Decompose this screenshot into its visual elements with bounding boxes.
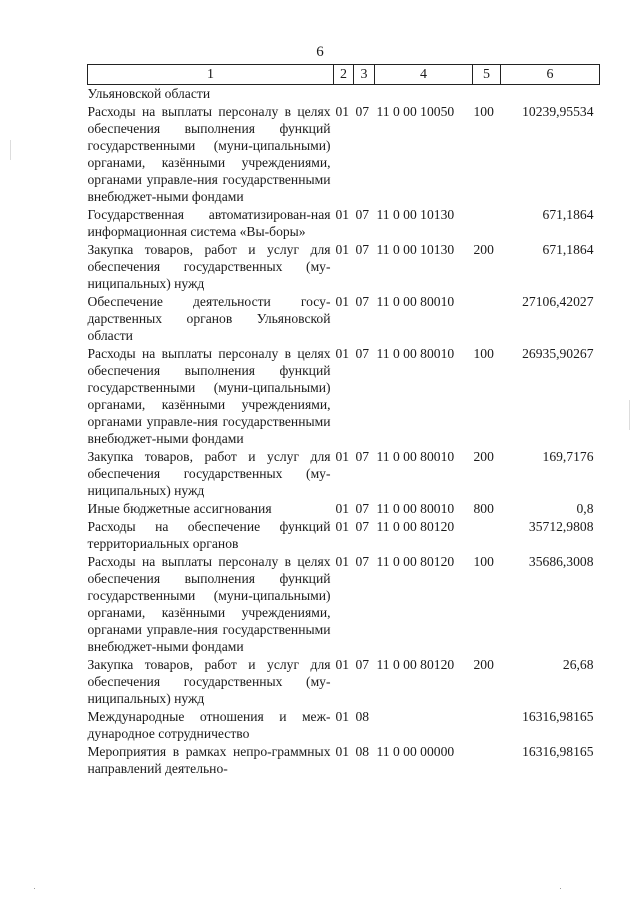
row-c6-cell: 26,68 (562, 657, 594, 672)
row-name-cell: Расходы на выплаты персоналу в целях обеспечения выполнения функций государственными (муни-ципальными) органами, казёнными учреждениями, органами управле-ния государственными внебюджет-ными фондами (87, 346, 331, 446)
row-c3-cell: 07 (355, 104, 370, 119)
row-c5-cell (473, 206, 501, 241)
row-c3-cell: 08 (355, 744, 370, 759)
table-row (88, 656, 600, 708)
row-c5-cell: 200 (473, 242, 494, 257)
row-c2-cell: 01 (335, 104, 350, 119)
row-c3-cell: 07 (355, 519, 370, 534)
row-c2-cell: 01 (335, 519, 350, 534)
scan-edge-mark (10, 140, 11, 160)
row-c2-cell: 01 (335, 207, 350, 222)
row-c4-cell: 11 0 00 10050 (376, 104, 455, 119)
row-c5-cell: 200 (473, 449, 494, 464)
row-c6-cell: 671,1864 (542, 207, 594, 222)
row-name-cell: Иные бюджетные ассигнования (87, 501, 272, 516)
row-c2-cell: 01 (335, 554, 350, 569)
header-col-3: 3 (354, 65, 375, 85)
table-body (88, 85, 600, 779)
table-row (88, 206, 600, 241)
row-c2-cell (334, 85, 354, 104)
scan-edge-mark (629, 400, 630, 430)
row-name-cell: Расходы на выплаты персоналу в целях обеспечения выполнения функций государственными (муни-ципальными) органами, казёнными учреждениями, органами управле-ния государственными внебюджет-ными фондами (87, 104, 331, 204)
row-name-cell: Обеспечение деятельности госу-дарственных органов Ульяновской области (87, 294, 331, 343)
row-c6-cell: 671,1864 (542, 242, 594, 257)
row-c5-cell (473, 743, 501, 778)
row-c6-cell: 27106,42027 (522, 294, 594, 309)
table-row (88, 85, 600, 104)
row-c3-cell: 07 (355, 501, 370, 516)
row-c3-cell: 07 (355, 294, 370, 309)
row-c3-cell (354, 85, 375, 104)
row-c2-cell: 01 (335, 449, 350, 464)
row-c6-cell: 35686,3008 (528, 554, 594, 569)
row-c4-cell: 11 0 00 10130 (376, 242, 455, 257)
row-c3-cell: 08 (355, 709, 370, 724)
row-c5-cell: 100 (473, 554, 494, 569)
row-c3-cell: 07 (355, 242, 370, 257)
row-c4-cell: 11 0 00 80120 (376, 519, 455, 534)
row-name-cell: Расходы на обеспечение функций территориальных органов (87, 519, 331, 551)
row-name-cell: Международные отношения и меж-дународное сотрудничество (87, 709, 331, 741)
row-name-cell: Закупка товаров, работ и услуг для обеспечения государственных (му-ниципальных) нужд (87, 242, 331, 291)
table-header-row (88, 65, 600, 85)
table-row (88, 553, 600, 656)
row-c2-cell: 01 (335, 744, 350, 759)
budget-table (87, 64, 600, 778)
row-c2-cell: 01 (335, 242, 350, 257)
header-col-6: 6 (501, 65, 600, 85)
row-c4-cell (375, 85, 473, 104)
scan-speck (560, 888, 561, 889)
row-c6-cell: 169,7176 (542, 449, 594, 464)
header-col-5: 5 (473, 65, 501, 85)
row-c2-cell: 01 (335, 657, 350, 672)
row-c4-cell: 11 0 00 10130 (376, 207, 455, 222)
table-row (88, 708, 600, 743)
row-c3-cell: 07 (355, 657, 370, 672)
row-c6-cell: 10239,95534 (522, 104, 594, 119)
row-c4-cell: 11 0 00 80010 (376, 346, 455, 361)
table-row (88, 293, 600, 345)
table-row (88, 743, 600, 778)
row-c3-cell: 07 (355, 207, 370, 222)
row-c5-cell (473, 708, 501, 743)
table-row (88, 518, 600, 553)
row-c6-cell (501, 85, 600, 104)
row-name-cell: Ульяновской области (87, 86, 211, 101)
table-row (88, 345, 600, 448)
row-c3-cell: 07 (355, 346, 370, 361)
page-number: 6 (316, 44, 324, 60)
row-c4-cell: 11 0 00 80010 (376, 449, 455, 464)
row-c5-cell: 100 (473, 346, 494, 361)
row-c5-cell (473, 518, 501, 553)
row-name-cell: Расходы на выплаты персоналу в целях обеспечения выполнения функций государственными (муни-ципальными) органами, казёнными учреждениями, органами управле-ния государственными внебюджет-ными фондами (87, 554, 331, 654)
row-c3-cell: 07 (355, 554, 370, 569)
header-col-4: 4 (375, 65, 473, 85)
table-row (88, 103, 600, 206)
row-c4-cell: 11 0 00 80120 (376, 554, 455, 569)
header-col-1: 1 (88, 65, 334, 85)
table-row (88, 500, 600, 518)
row-c4-cell: 11 0 00 00000 (376, 744, 455, 759)
row-name-cell: Закупка товаров, работ и услуг для обеспечения государственных (му-ниципальных) нужд (87, 657, 331, 706)
row-c6-cell: 35712,9808 (528, 519, 594, 534)
row-c6-cell: 16316,98165 (522, 709, 594, 724)
row-c2-cell: 01 (335, 346, 350, 361)
row-name-cell: Государственная автоматизирован-ная информационная система «Вы-боры» (87, 207, 331, 239)
row-c4-cell: 11 0 00 80010 (376, 501, 455, 516)
row-c2-cell: 01 (335, 709, 350, 724)
row-c2-cell: 01 (335, 501, 350, 516)
row-c6-cell: 16316,98165 (522, 744, 594, 759)
row-c5-cell (473, 85, 501, 104)
row-name-cell: Закупка товаров, работ и услуг для обеспечения государственных (му-ниципальных) нужд (87, 449, 331, 498)
row-c2-cell: 01 (335, 294, 350, 309)
row-c5-cell (473, 293, 501, 345)
row-c6-cell: 0,8 (576, 501, 594, 516)
table-row (88, 241, 600, 293)
table-row (88, 448, 600, 500)
row-c5-cell: 100 (473, 104, 494, 119)
row-name-cell: Мероприятия в рамках непро-граммных направлений деятельно- (87, 744, 331, 776)
row-c4-cell (375, 708, 473, 743)
scan-speck (34, 888, 35, 889)
row-c3-cell: 07 (355, 449, 370, 464)
row-c6-cell: 26935,90267 (522, 346, 594, 361)
row-c4-cell: 11 0 00 80120 (376, 657, 455, 672)
row-c4-cell: 11 0 00 80010 (376, 294, 455, 309)
header-col-2: 2 (334, 65, 354, 85)
row-c5-cell: 200 (473, 657, 494, 672)
row-c5-cell: 800 (473, 501, 494, 516)
